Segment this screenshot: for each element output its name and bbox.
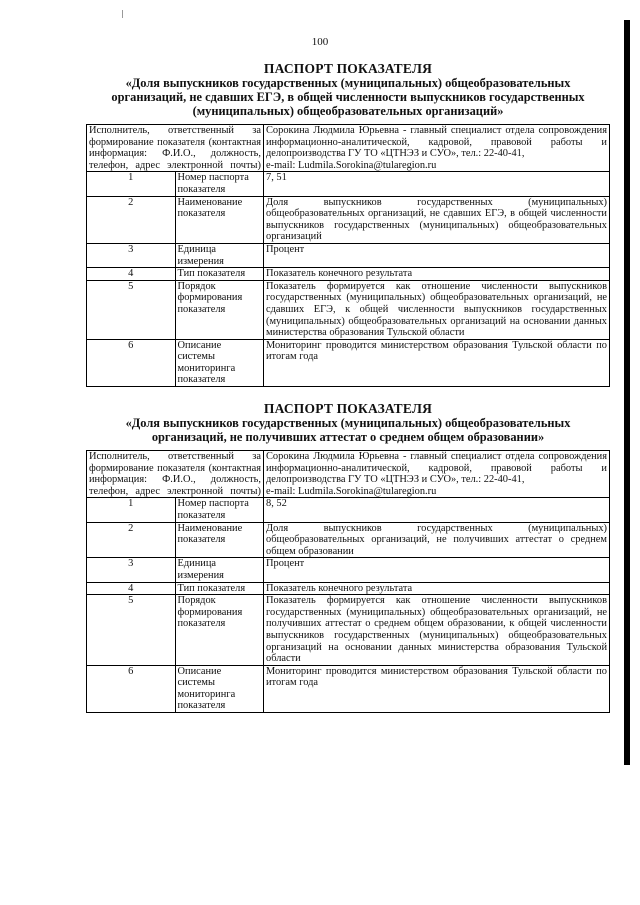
row-number: 4 xyxy=(87,582,176,595)
passport-subtitle: «Доля выпускников государственных (муниципальных) общеобразовательных организаций, не получивших аттестат о среднем общем образовании» xyxy=(125,416,571,444)
passport-heading xyxy=(86,402,610,444)
table-row xyxy=(87,522,610,558)
row-number: 1 xyxy=(87,172,176,196)
row-label: Порядок формирования показателя xyxy=(175,280,264,339)
row-label: Описание системы мониторинга показателя xyxy=(175,339,264,386)
row-label: Описание системы мониторинга показателя xyxy=(175,665,264,712)
row-number: 5 xyxy=(87,595,176,666)
row-value: Доля выпускников государственных (муниципальных) общеобразовательных организаций, не сдавших ЕГЭ, в общей численности выпускников государственных (муниципальных) общеобразовательных организаций xyxy=(264,196,610,243)
table-row xyxy=(87,172,610,196)
row-number: 5 xyxy=(87,280,176,339)
executor-email: e-mail: Ludmila.Sorokina@tularegion.ru xyxy=(266,485,437,497)
row-value: Показатель формируется как отношение численности выпускников государственных (муниципальных) общеобразовательных организаций, не получивших аттестат о среднем общем образовании, к общей численности выпускников государственных (муниципальных) общеобразовательных организаций на основании данных министерства образования Тульской области xyxy=(264,595,610,666)
row-value: 7, 51 xyxy=(264,172,610,196)
table-row xyxy=(87,582,610,595)
executor-value xyxy=(264,451,610,498)
table-row xyxy=(87,280,610,339)
row-label: Тип показателя xyxy=(175,268,264,281)
row-value: Мониторинг проводится министерством образования Тульской области по итогам года xyxy=(264,665,610,712)
row-number: 3 xyxy=(87,558,176,582)
row-label: Номер паспорта показателя xyxy=(175,498,264,522)
row-number: 6 xyxy=(87,665,176,712)
table-row xyxy=(87,451,610,498)
executor-email: e-mail: Ludmila.Sorokina@tularegion.ru xyxy=(266,159,437,171)
table-row xyxy=(87,339,610,386)
row-number: 2 xyxy=(87,196,176,243)
row-value: Показатель конечного результата xyxy=(264,268,610,281)
row-number: 2 xyxy=(87,522,176,558)
row-value: 8, 52 xyxy=(264,498,610,522)
table-row xyxy=(87,665,610,712)
table-row xyxy=(87,595,610,666)
row-value: Показатель формируется как отношение численности выпускников государственных (муниципальных) общеобразовательных организаций, не сдавших ЕГЭ, к общей численности выпускников государственных (муниципальных) общеобразовательных организаций на основании данных министерства образования Тульской области xyxy=(264,280,610,339)
executor-label: Исполнитель, ответственный за формирование показателя (контактная информация: Ф.И.О., должность, телефон, адрес электронной почты) xyxy=(87,125,264,172)
passport-table xyxy=(86,450,610,713)
row-value: Мониторинг проводится министерством образования Тульской области по итогам года xyxy=(264,339,610,386)
passport-title: ПАСПОРТ ПОКАЗАТЕЛЯ xyxy=(263,401,433,416)
passport-title: ПАСПОРТ ПОКАЗАТЕЛЯ xyxy=(263,61,433,76)
row-label: Единица измерения xyxy=(175,243,264,267)
executor-contact: Сорокина Людмила Юрьевна - главный специалист отдела сопровождения информационно-аналитической, кадровой, правовой работы и делопроизводства ГУ ТО «ЦТНЭЗ и СУО», тел.: 22-40-41, xyxy=(266,125,607,160)
row-value: Доля выпускников государственных (муниципальных) общеобразовательных организаций, не получивших аттестат о среднем общем образовании xyxy=(264,522,610,558)
indicator-passport-2 xyxy=(86,402,610,713)
scan-mark xyxy=(122,10,123,18)
table-row xyxy=(87,243,610,267)
passport-subtitle: «Доля выпускников государственных (муниципальных) общеобразовательных организаций, не сдавших ЕГЭ, в общей численности выпускников государственных (муниципальных) общеобразовательных организаций» xyxy=(111,76,585,118)
table-row xyxy=(87,196,610,243)
row-number: 6 xyxy=(87,339,176,386)
passport-table xyxy=(86,124,610,387)
executor-value xyxy=(264,125,610,172)
table-row xyxy=(87,268,610,281)
row-value: Показатель конечного результата xyxy=(264,582,610,595)
row-label: Порядок формирования показателя xyxy=(175,595,264,666)
row-number: 4 xyxy=(87,268,176,281)
table-row xyxy=(87,558,610,582)
passport-heading xyxy=(86,62,610,118)
page-number: 100 xyxy=(311,36,329,48)
row-label: Единица измерения xyxy=(175,558,264,582)
row-label: Наименование показателя xyxy=(175,522,264,558)
row-number: 3 xyxy=(87,243,176,267)
scan-edge-bar xyxy=(624,20,630,765)
row-label: Номер паспорта показателя xyxy=(175,172,264,196)
executor-label: Исполнитель, ответственный за формирование показателя (контактная информация: Ф.И.О., должность, телефон, адрес электронной почты) xyxy=(87,451,264,498)
table-row xyxy=(87,125,610,172)
row-number: 1 xyxy=(87,498,176,522)
row-value: Процент xyxy=(264,243,610,267)
row-value: Процент xyxy=(264,558,610,582)
row-label: Тип показателя xyxy=(175,582,264,595)
executor-contact: Сорокина Людмила Юрьевна - главный специалист отдела сопровождения информационно-аналитической, кадровой, правовой работы и делопроизводства ГУ ТО «ЦТНЭЗ и СУО», тел.: 22-40-41, xyxy=(266,451,607,486)
table-row xyxy=(87,498,610,522)
row-label: Наименование показателя xyxy=(175,196,264,243)
indicator-passport-1 xyxy=(86,62,610,387)
